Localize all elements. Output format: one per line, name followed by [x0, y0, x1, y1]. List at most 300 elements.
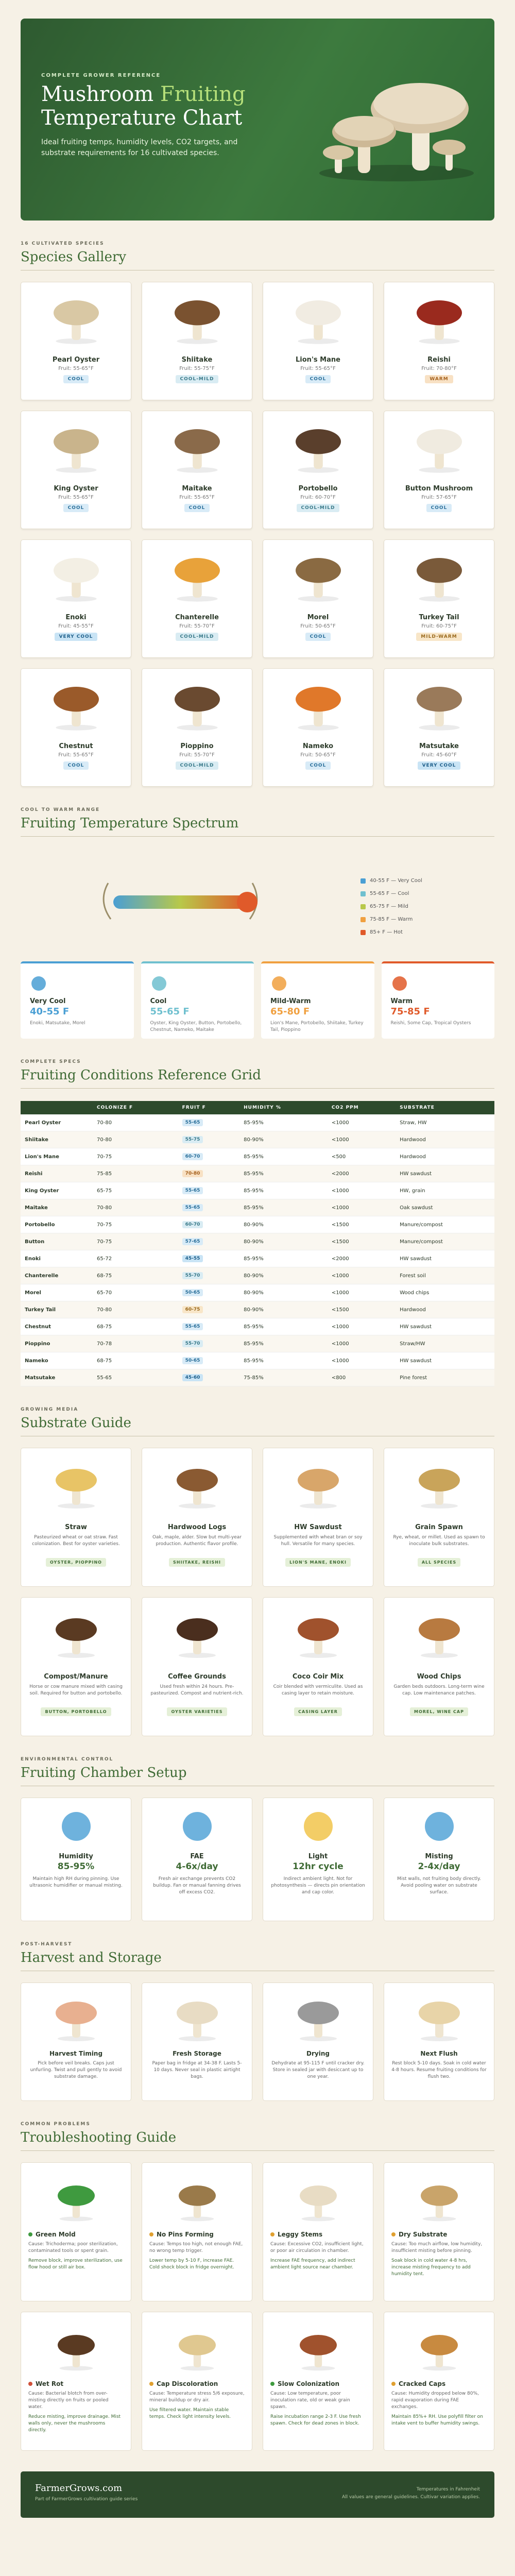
- problem-title: [28, 2231, 124, 2238]
- shiitake-icon: [169, 289, 226, 346]
- footer-brand-link[interactable]: FarmerGrows.com: [35, 2483, 123, 2494]
- table-row: [21, 1250, 494, 1267]
- table-cell: 85-95%: [239, 1250, 328, 1267]
- trouble-card: [384, 2312, 494, 2451]
- table-cell: HW sawdust: [396, 1318, 494, 1335]
- wind-icon: [150, 975, 245, 994]
- band-species: Oyster, King Oyster, Button, Portobello, Chestnut, Nameko, Maitake: [150, 1021, 242, 1032]
- table-row: [21, 1335, 494, 1352]
- legend-swatch: [360, 930, 366, 935]
- harvest-description: Rest block 5-10 days. Soak in cold water 4-8 hours. Resume fruiting conditions for flush two.: [391, 2061, 487, 2079]
- harvest-card: [142, 1982, 252, 2101]
- problem-fix: Maintain 85%+ RH. Use polyfill filter on intake vent to buffer humidity swings.: [391, 2414, 483, 2426]
- table-cell: [178, 1131, 239, 1148]
- legend-label: 40-55 F — Very Cool: [370, 878, 422, 884]
- table-cell: [178, 1267, 239, 1284]
- species-name: Reishi: [427, 356, 451, 364]
- table-cell: 65-70: [93, 1284, 178, 1301]
- problem-title: [391, 2231, 487, 2238]
- legend-item: [360, 904, 422, 909]
- species-card[interactable]: [142, 411, 252, 529]
- chamber-card: [263, 1798, 373, 1921]
- table-cell: Reishi: [21, 1165, 93, 1182]
- chestnut-icon: [48, 675, 105, 732]
- chanterelle-icon: [169, 547, 226, 603]
- table-cell: 65-72: [93, 1250, 178, 1267]
- table-cell: Manure/compost: [396, 1216, 494, 1233]
- substrate-species-tag: ALL SPECIES: [418, 1558, 460, 1567]
- table-row: [21, 1199, 494, 1216]
- temp-band-card: [261, 961, 374, 1039]
- table-cell: 70-80: [93, 1114, 178, 1131]
- problem-cause: Cause: Too much airflow, low humidity, insufficient misting before pinning.: [391, 2242, 483, 2253]
- legend-swatch: [360, 917, 366, 922]
- chamber-kicker: ENVIRONMENTAL CONTROL: [21, 1757, 114, 1762]
- king-oyster-icon: [48, 418, 105, 474]
- trouble-kicker: COMMON PROBLEMS: [21, 2122, 91, 2127]
- table-cell: <1000: [328, 1182, 396, 1199]
- substrate-species-tag: OYSTER VARIETIES: [167, 1707, 227, 1716]
- species-card[interactable]: [263, 668, 373, 787]
- problem-name: Cap Discoloration: [157, 2380, 218, 2387]
- species-card[interactable]: [21, 411, 131, 529]
- table-cell: <800: [328, 1369, 396, 1386]
- table-cell: [178, 1284, 239, 1301]
- substrate-name: HW Sawdust: [294, 1523, 342, 1531]
- sun-icon: [270, 975, 365, 994]
- temp-class-badge: VERY COOL: [418, 761, 461, 770]
- dry-block-icon: [416, 2176, 462, 2223]
- bag-icon: [171, 1991, 223, 2043]
- temp-class-badge: COOL-MILD: [297, 504, 340, 512]
- severity-dot: [391, 2382, 396, 2386]
- table-row: [21, 1284, 494, 1301]
- chamber-value: 12hr cycle: [293, 1861, 344, 1872]
- fruit-temp-chip: 45-60: [182, 1374, 203, 1381]
- substrate-card[interactable]: [21, 1448, 131, 1587]
- table-cell: Chestnut: [21, 1318, 93, 1335]
- temp-class-badge: COOL: [184, 504, 210, 512]
- footer-note-units: Temperatures in Fahrenheit: [416, 2487, 480, 2492]
- substrate-name: Hardwood Logs: [167, 1523, 227, 1531]
- table-row: [21, 1182, 494, 1199]
- legend-label: 55-65 F — Cool: [370, 891, 409, 896]
- table-cell: Morel: [21, 1284, 93, 1301]
- temp-class-badge: COOL: [63, 761, 89, 770]
- table-cell: 80-90%: [239, 1131, 328, 1148]
- dryer-icon: [293, 1991, 344, 2043]
- table-cell: [178, 1114, 239, 1131]
- lions-mane-icon: [290, 289, 347, 346]
- substrate-card[interactable]: [142, 1448, 252, 1587]
- problem-name: Leggy Stems: [278, 2231, 323, 2238]
- cracked-icon: [416, 2326, 462, 2372]
- table-cell: Matsutake: [21, 1369, 93, 1386]
- problem-title: [149, 2231, 245, 2238]
- species-fruit-range: Fruit: 55-65°F: [58, 495, 94, 500]
- legend-item: [360, 917, 422, 922]
- band-title: Cool: [150, 997, 167, 1005]
- harvest-step: Drying: [306, 2050, 330, 2057]
- temp-class-badge: COOL-MILD: [176, 375, 219, 383]
- table-row: [21, 1114, 494, 1131]
- species-fruit-range: Fruit: 45-60°F: [421, 752, 457, 758]
- fruit-temp-chip: 55-70: [182, 1272, 203, 1279]
- harvest-description: Pick before veil breaks. Caps just unfurling. Twist and pull gently to avoid substrate damage.: [30, 2061, 122, 2079]
- table-cell: Lion's Mane: [21, 1148, 93, 1165]
- problem-cause: Cause: Trichoderma; poor sterilization, contaminated tools or spent grain.: [28, 2242, 118, 2253]
- wet-rot-icon: [53, 2326, 99, 2372]
- harvest-step: Next Flush: [420, 2050, 458, 2057]
- temp-class-badge: COOL: [63, 375, 89, 383]
- table-cell: 85-95%: [239, 1199, 328, 1216]
- problem-cause: Cause: Low temperature, poor inoculation rate, old or weak grain spawn.: [270, 2391, 350, 2410]
- harvest-step: Harvest Timing: [49, 2050, 103, 2057]
- table-cell: 68-75: [93, 1352, 178, 1369]
- species-card[interactable]: [263, 282, 373, 400]
- table-header-cell: SUBSTRATE: [396, 1101, 494, 1114]
- table-row: [21, 1165, 494, 1182]
- temp-class-badge: COOL: [305, 633, 331, 641]
- species-fruit-range: Fruit: 45-55°F: [58, 623, 94, 629]
- species-name: Pioppino: [180, 742, 214, 750]
- block-icon: [414, 1991, 465, 2043]
- chamber-factor: Light: [308, 1853, 328, 1860]
- temp-class-badge: COOL: [305, 375, 331, 383]
- thermometer-illustration: [21, 852, 360, 950]
- species-fruit-range: Fruit: 70-80°F: [421, 366, 457, 371]
- table-cell: Shiitake: [21, 1131, 93, 1148]
- legend-item: [360, 929, 422, 935]
- fruit-temp-chip: 57-65: [182, 1238, 203, 1245]
- coir-icon: [293, 1608, 344, 1659]
- table-cell: <2000: [328, 1165, 396, 1182]
- table-cell: Pioppino: [21, 1335, 93, 1352]
- temp-band-card: [141, 961, 254, 1039]
- table-cell: 80-90%: [239, 1216, 328, 1233]
- species-card[interactable]: [384, 411, 494, 529]
- table-cell: Hardwood: [396, 1131, 494, 1148]
- table-cell: Oak sawdust: [396, 1199, 494, 1216]
- species-card[interactable]: [384, 668, 494, 787]
- table-cell: Manure/compost: [396, 1233, 494, 1250]
- substrate-card[interactable]: [384, 1448, 494, 1587]
- harvest-card: [21, 1982, 131, 2101]
- table-cell: Chanterelle: [21, 1267, 93, 1284]
- substrate-species-tag: BUTTON, PORTOBELLO: [41, 1707, 111, 1716]
- table-cell: [178, 1148, 239, 1165]
- substrate-description: Pasteurized wheat or oat straw. Fast colonization. Best for oyster varieties.: [32, 1535, 120, 1547]
- substrate-description: Used fresh within 24 hours. Pre-pasteurized. Compost and nutrient-rich.: [150, 1684, 244, 1696]
- species-name: Portobello: [298, 485, 338, 493]
- species-name: Shiitake: [181, 356, 213, 364]
- species-card[interactable]: [21, 282, 131, 400]
- substrate-species-tag: OYSTER, PIOPPINO: [46, 1558, 106, 1567]
- table-cell: Maitake: [21, 1199, 93, 1216]
- fruit-temp-chip: 60-75: [182, 1306, 203, 1313]
- substrate-grid: [21, 1448, 494, 1736]
- harvest-title: Harvest and Storage: [21, 1950, 494, 1971]
- table-cell: 68-75: [93, 1267, 178, 1284]
- problem-fix: Soak block in cold water 4-8 hrs, increase misting frequency to add humidity tent.: [391, 2258, 471, 2277]
- temp-class-badge: WARM: [425, 375, 453, 383]
- leggy-icon: [295, 2176, 341, 2223]
- pioppino-icon: [169, 675, 226, 732]
- hero-description: Ideal fruiting temps, humidity levels, CO2 targets, and substrate requirements for 16 cultivated species.: [41, 138, 238, 157]
- legend-swatch: [360, 878, 366, 884]
- fruit-temp-chip: 60-70: [182, 1153, 203, 1160]
- species-card[interactable]: [263, 539, 373, 658]
- species-fruit-range: Fruit: 55-65°F: [300, 366, 336, 371]
- table-cell: [178, 1318, 239, 1335]
- fruit-temp-chip: 55-65: [182, 1323, 203, 1330]
- morel-icon: [290, 547, 347, 603]
- species-name: Morel: [307, 614, 329, 621]
- table-cell: HW sawdust: [396, 1352, 494, 1369]
- substrate-kicker: GROWING MEDIA: [21, 1407, 79, 1412]
- table-cell: [178, 1250, 239, 1267]
- pin-icon: [174, 2176, 220, 2223]
- species-card[interactable]: [21, 668, 131, 787]
- substrate-card[interactable]: [263, 1597, 373, 1736]
- substrate-description: Coir blended with vermiculite. Used as casing layer to retain moisture.: [273, 1684, 363, 1696]
- oyster-icon: [48, 289, 105, 346]
- problem-name: Dry Substrate: [399, 2231, 448, 2238]
- problem-cause: Cause: Humidity dropped below 80%, rapid evaporation during FAE exchanges.: [391, 2391, 479, 2410]
- harvest-description: Dehydrate at 95-115 F until cracker dry. Store in sealed jar with desiccant up to one year.: [271, 2061, 365, 2079]
- table-row: [21, 1131, 494, 1148]
- problem-name: Slow Colonization: [278, 2380, 340, 2387]
- severity-dot: [28, 2232, 32, 2236]
- hand-icon: [50, 1991, 102, 2043]
- legend-label: 75-85 F — Warm: [370, 917, 413, 922]
- snowflake-icon: [30, 975, 125, 994]
- table-cell: 80-90%: [239, 1233, 328, 1250]
- species-name: Chanterelle: [175, 614, 219, 621]
- species-card[interactable]: [384, 282, 494, 400]
- temp-class-badge: VERY COOL: [55, 633, 98, 641]
- chamber-value: 85-95%: [57, 1861, 95, 1872]
- legend-label: 85+ F — Hot: [370, 929, 403, 935]
- band-title: Very Cool: [30, 997, 66, 1005]
- fruit-temp-chip: 45-55: [182, 1255, 203, 1262]
- hero-banner: [21, 19, 494, 221]
- trouble-card: [21, 2162, 131, 2301]
- problem-name: Cracked Caps: [399, 2380, 446, 2387]
- table-cell: [178, 1335, 239, 1352]
- species-fruit-range: Fruit: 60-70°F: [300, 495, 336, 500]
- table-cell: <1000: [328, 1131, 396, 1148]
- species-card[interactable]: [263, 411, 373, 529]
- legend-swatch: [360, 891, 366, 896]
- table-cell: HW sawdust: [396, 1165, 494, 1182]
- species-fruit-range: Fruit: 60-75°F: [421, 623, 457, 629]
- problem-title: [270, 2231, 366, 2238]
- legend-swatch: [360, 904, 366, 909]
- band-range: 65-80 F: [270, 1006, 310, 1017]
- species-fruit-range: Fruit: 55-70°F: [179, 752, 215, 758]
- table-cell: Hardwood: [396, 1148, 494, 1165]
- substrate-species-tag: MOREL, WINE CAP: [410, 1707, 468, 1716]
- reishi-icon: [411, 289, 468, 346]
- substrate-card[interactable]: [384, 1597, 494, 1736]
- temp-class-badge: COOL-MILD: [176, 761, 219, 770]
- trouble-card: [263, 2162, 373, 2301]
- gallery-kicker: 16 CULTIVATED SPECIES: [21, 241, 105, 246]
- substrate-species-tag: CASING LAYER: [294, 1707, 342, 1716]
- turkey-tail-icon: [411, 547, 468, 603]
- maitake-icon: [169, 418, 226, 474]
- severity-dot: [270, 2382, 274, 2386]
- airflow-icon: [149, 1808, 245, 1846]
- table-cell: [178, 1301, 239, 1318]
- table-cell: Hardwood: [396, 1301, 494, 1318]
- bulb-icon: [270, 1808, 366, 1846]
- species-card[interactable]: [142, 539, 252, 658]
- table-header-cell: FRUIT F: [178, 1101, 239, 1114]
- page-title: Mushroom Fruiting Temperature Chart: [41, 82, 246, 130]
- substrate-name: Straw: [65, 1523, 87, 1531]
- table-cell: Pine forest: [396, 1369, 494, 1386]
- table-cell: 65-75: [93, 1182, 178, 1199]
- table-cell: 80-90%: [239, 1284, 328, 1301]
- matsutake-icon: [411, 675, 468, 732]
- table-cell: 85-95%: [239, 1335, 328, 1352]
- problem-title: [270, 2380, 366, 2387]
- table-cell: 70-75: [93, 1216, 178, 1233]
- temp-band-card: [382, 961, 495, 1039]
- table-cell: 70-80: [93, 1301, 178, 1318]
- species-name: Chestnut: [59, 742, 93, 750]
- table-cell: <1000: [328, 1335, 396, 1352]
- temp-class-badge: MILD-WARM: [416, 633, 461, 641]
- temp-class-badge: COOL-MILD: [176, 633, 219, 641]
- table-cell: 80-90%: [239, 1267, 328, 1284]
- table-cell: <1000: [328, 1267, 396, 1284]
- chamber-description: Mist walls, not fruiting body directly. Avoid pooling water on substrate surface.: [397, 1876, 481, 1895]
- table-cell: 75-85: [93, 1165, 178, 1182]
- species-fruit-range: Fruit: 50-65°F: [300, 752, 336, 758]
- band-range: 75-85 F: [390, 1006, 430, 1017]
- problem-title: [28, 2380, 124, 2387]
- table-row: [21, 1318, 494, 1335]
- species-name: Turkey Tail: [419, 614, 459, 621]
- harvest-card: [263, 1982, 373, 2101]
- table-header-cell: HUMIDITY %: [239, 1101, 328, 1114]
- species-card[interactable]: [21, 539, 131, 658]
- problem-name: No Pins Forming: [157, 2231, 214, 2238]
- problem-name: Green Mold: [36, 2231, 76, 2238]
- problem-cause: Cause: Temps too high, not enough FAE, no wrong temp trigger.: [149, 2242, 243, 2253]
- footer: [21, 2471, 494, 2518]
- severity-dot: [270, 2232, 274, 2236]
- chamber-card: [21, 1798, 131, 1921]
- table-cell: 55-65: [93, 1369, 178, 1386]
- table-cell: Straw, HW: [396, 1114, 494, 1131]
- table-cell: 70-75: [93, 1233, 178, 1250]
- table-cell: Pearl Oyster: [21, 1114, 93, 1131]
- substrate-description: Rye, wheat, or millet. Used as spawn to inoculate bulk substrates.: [393, 1535, 485, 1547]
- substrate-description: Supplemented with wheat bran or soy hull. Versatile for many species.: [273, 1535, 363, 1547]
- species-name: Lion's Mane: [296, 356, 340, 364]
- species-card[interactable]: [142, 668, 252, 787]
- table-cell: 85-95%: [239, 1182, 328, 1199]
- problem-cause: Cause: Temperature stress 5/6 exposure, mineral buildup or dry air.: [149, 2391, 245, 2403]
- substrate-card[interactable]: [263, 1448, 373, 1587]
- table-cell: 85-95%: [239, 1352, 328, 1369]
- table-cell: HW, grain: [396, 1182, 494, 1199]
- species-name: Maitake: [182, 485, 212, 493]
- table-cell: Portobello: [21, 1216, 93, 1233]
- table-cell: 70-80: [93, 1131, 178, 1148]
- species-fruit-range: Fruit: 50-65°F: [300, 623, 336, 629]
- legend-label: 65-75 F — Mild: [370, 904, 408, 909]
- table-cell: Straw/HW: [396, 1335, 494, 1352]
- table-cell: 68-75: [93, 1318, 178, 1335]
- species-fruit-range: Fruit: 55-65°F: [58, 752, 94, 758]
- table-cell: Nameko: [21, 1352, 93, 1369]
- band-species: Reishi, Some Cap, Tropical Oysters: [390, 1021, 471, 1026]
- trouble-card: [142, 2312, 252, 2451]
- green-mold-icon: [53, 2176, 99, 2223]
- table-row: [21, 1369, 494, 1386]
- substrate-description: Horse or cow manure mixed with casing soil. Required for button and portobello.: [29, 1684, 123, 1696]
- substrate-name: Grain Spawn: [415, 1523, 463, 1531]
- nameko-icon: [290, 675, 347, 732]
- trouble-card: [21, 2312, 131, 2451]
- table-header-row: [21, 1101, 494, 1114]
- chips-icon: [414, 1608, 465, 1659]
- problem-fix: Lower temp by 5-10 F, increase FAE. Cold shock block in fridge overnight.: [149, 2258, 234, 2270]
- chamber-grid: [21, 1798, 494, 1921]
- table-header-cell: CO2 PPM: [328, 1101, 396, 1114]
- substrate-card[interactable]: [21, 1597, 131, 1736]
- harvest-description: Paper bag in fridge at 34-38 F. Lasts 5-10 days. Never seal in plastic airtight bags.: [152, 2061, 242, 2079]
- table-cell: 85-95%: [239, 1148, 328, 1165]
- straw-icon: [50, 1459, 102, 1510]
- species-card[interactable]: [142, 282, 252, 400]
- temp-band-card: [21, 961, 134, 1039]
- species-fruit-range: Fruit: 55-65°F: [58, 366, 94, 371]
- table-row: [21, 1233, 494, 1250]
- temp-class-badge: COOL: [63, 504, 89, 512]
- fruit-temp-chip: 50-65: [182, 1357, 203, 1364]
- table-cell: [178, 1352, 239, 1369]
- conditions-table: [21, 1101, 494, 1386]
- problem-title: [391, 2380, 487, 2387]
- logs-icon: [171, 1459, 223, 1510]
- temperature-bands: [21, 961, 494, 1039]
- species-name: Pearl Oyster: [52, 356, 100, 364]
- table-cell: 85-95%: [239, 1114, 328, 1131]
- table-cell: 70-78: [93, 1335, 178, 1352]
- table-cell: Wood chips: [396, 1284, 494, 1301]
- substrate-card[interactable]: [142, 1597, 252, 1736]
- table-row: [21, 1301, 494, 1318]
- problem-fix: Increase FAE frequency, add indirect ambient light source near chamber.: [270, 2258, 355, 2270]
- fruit-temp-chip: 50-65: [182, 1289, 203, 1296]
- table-cell: [178, 1369, 239, 1386]
- species-card[interactable]: [384, 539, 494, 658]
- table-cell: Forest soil: [396, 1267, 494, 1284]
- species-name: Matsutake: [419, 742, 459, 750]
- substrate-title: Substrate Guide: [21, 1415, 494, 1436]
- harvest-card: [384, 1982, 494, 2101]
- droplets-icon: [28, 1808, 124, 1846]
- chamber-factor: Humidity: [59, 1853, 93, 1860]
- table-cell: <1000: [328, 1114, 396, 1131]
- fruit-temp-chip: 55-65: [182, 1187, 203, 1194]
